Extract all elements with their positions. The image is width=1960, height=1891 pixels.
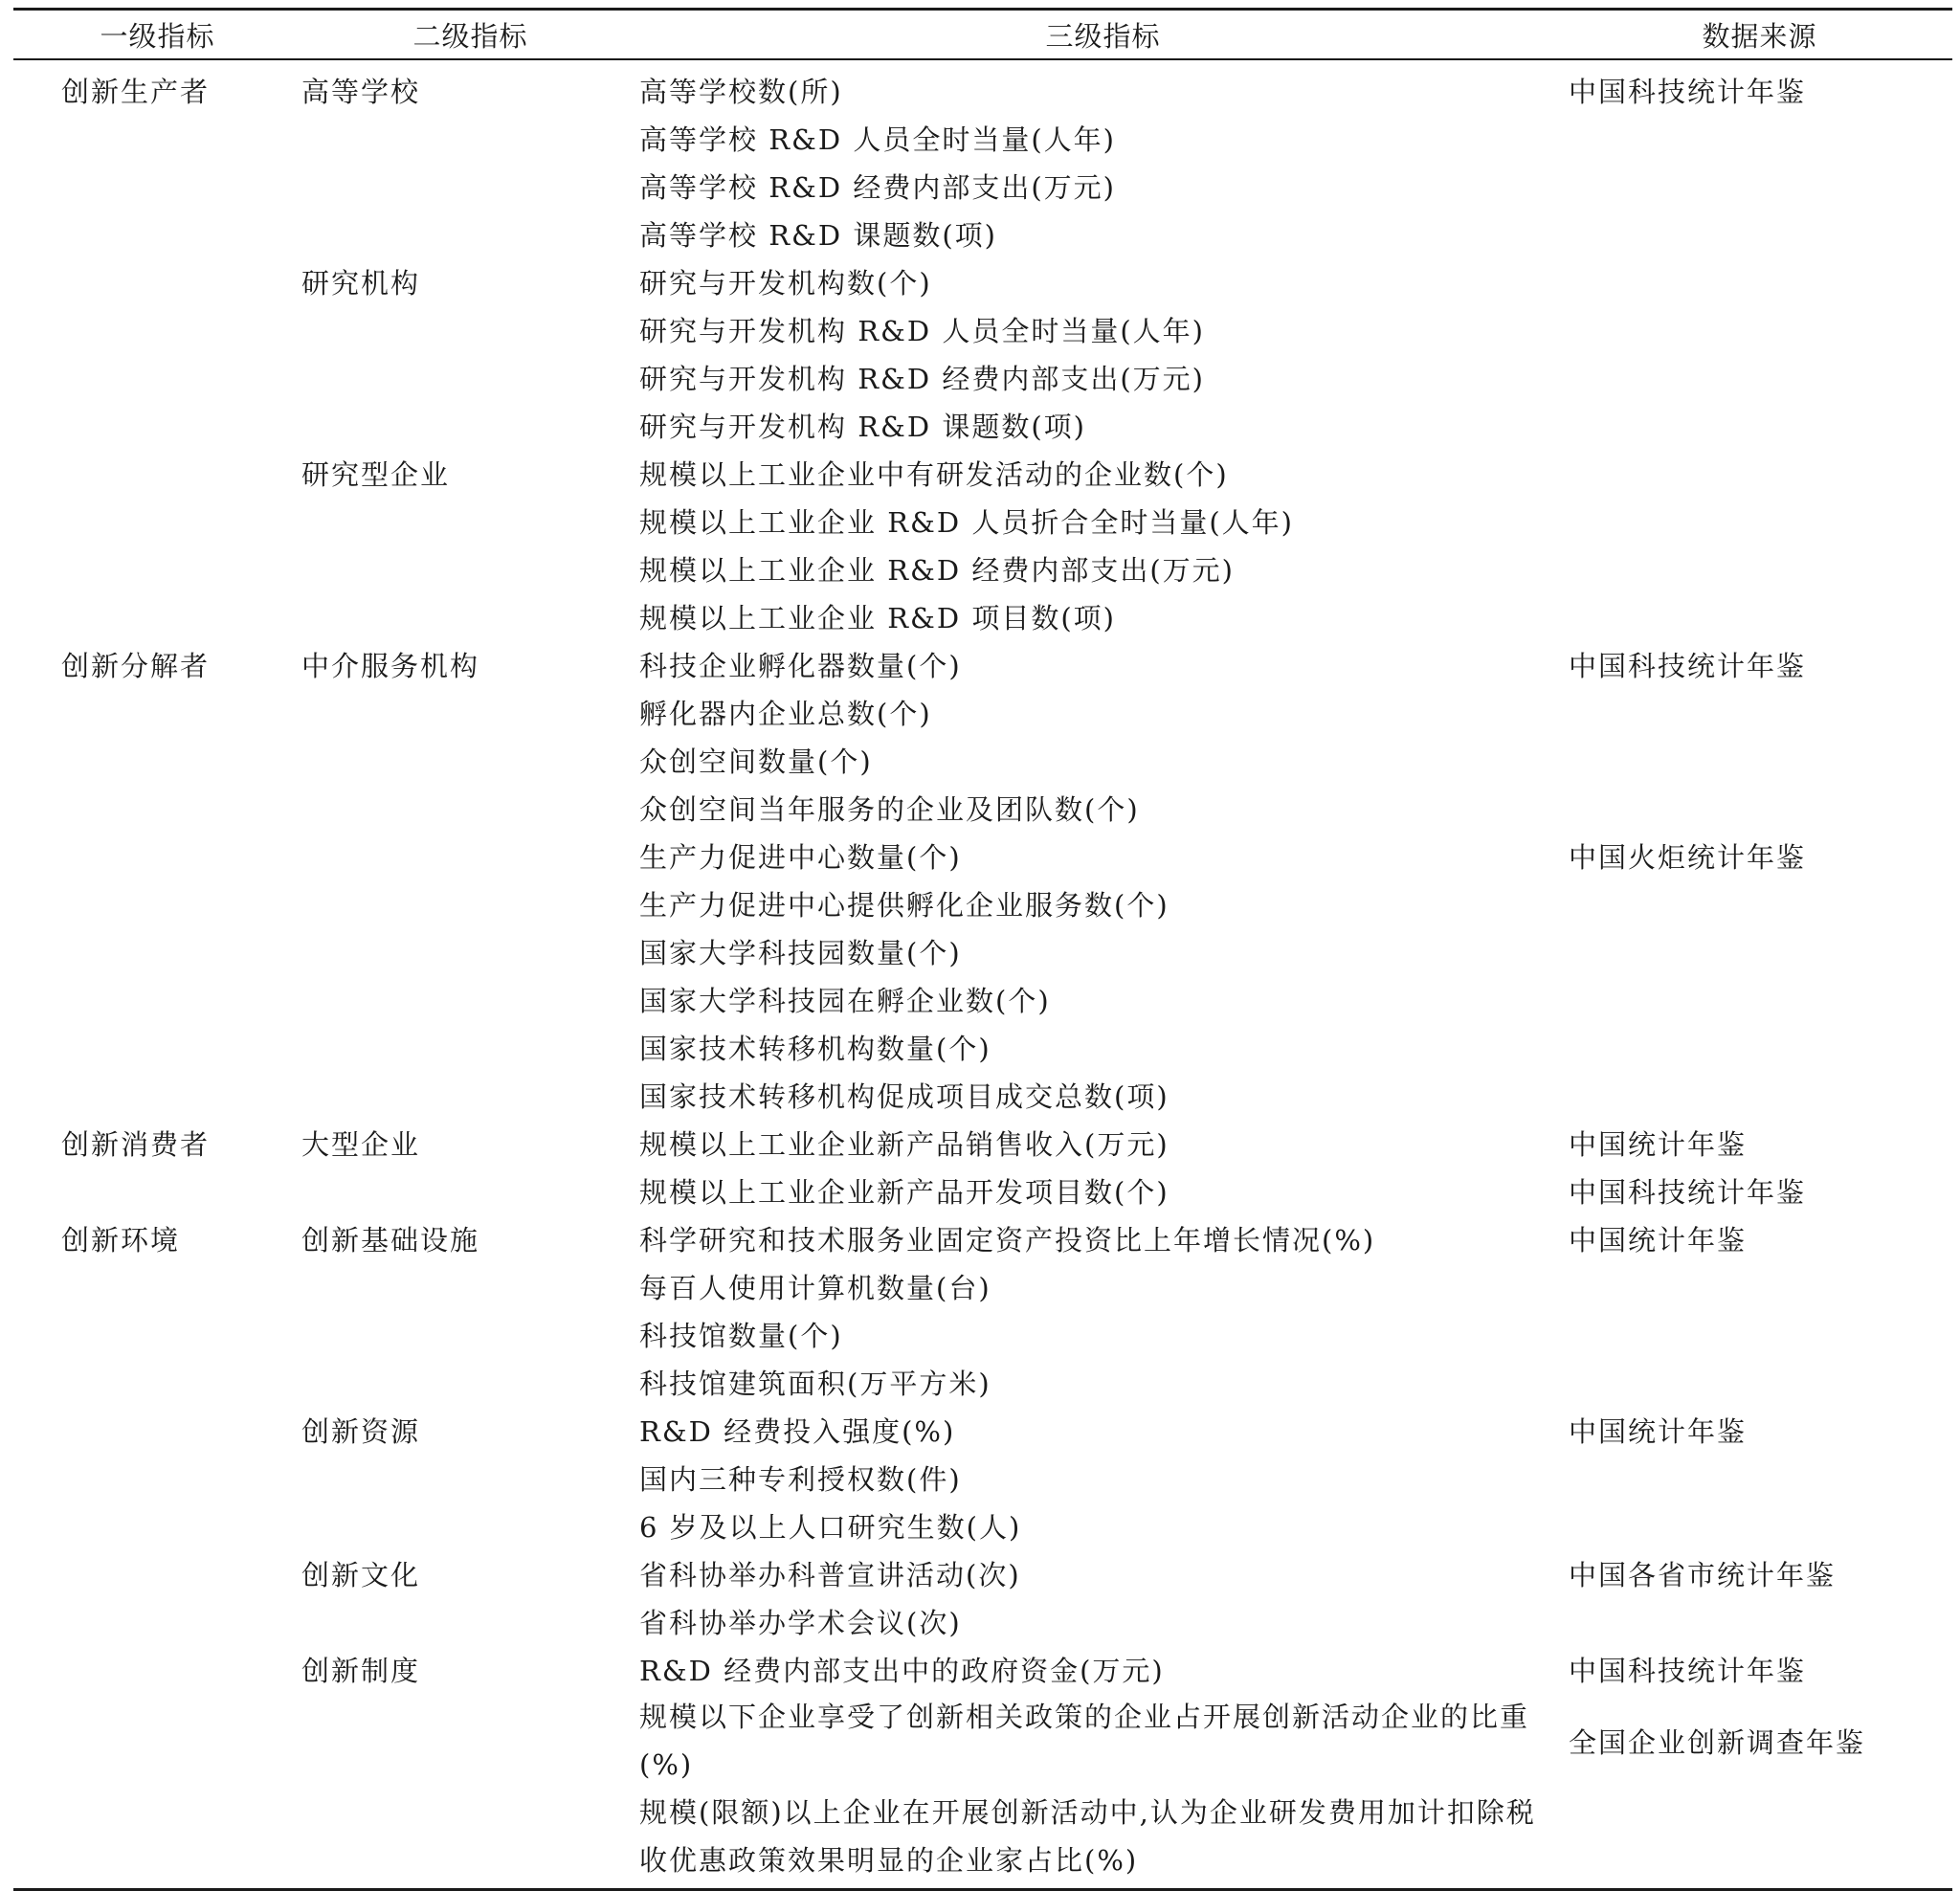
table-row <box>13 1358 1952 1406</box>
source-cell: 中国统计年鉴 <box>1569 1127 1748 1161</box>
source-cell <box>1567 975 1952 1023</box>
table-row <box>13 353 1952 401</box>
level2-cell <box>301 1071 639 1119</box>
level2-cell <box>301 975 639 1023</box>
source-cell: 中国科技统计年鉴 <box>1569 649 1807 682</box>
source-cell <box>1567 210 1952 257</box>
level1-cell <box>13 1023 301 1071</box>
table-row <box>13 1167 1952 1214</box>
table-row <box>13 1071 1952 1119</box>
level1-cell <box>13 1693 301 1789</box>
level2-cell <box>301 1789 639 1884</box>
source-cell <box>1567 1597 1952 1645</box>
table-row <box>13 1310 1952 1358</box>
level2-cell <box>301 401 639 449</box>
level1-cell <box>13 257 301 305</box>
source-cell <box>1567 1454 1952 1502</box>
level3-cell: 规模以上工业企业新产品销售收入(万元) <box>639 1127 1169 1161</box>
level1-cell <box>13 1789 301 1884</box>
level3-cell: 规模以上工业企业 R&D 经费内部支出(万元) <box>639 553 1235 587</box>
source-cell <box>1567 257 1952 305</box>
header-level2: 二级指标 <box>412 19 528 53</box>
source-cell <box>1567 592 1952 640</box>
level3-cell: 科技企业孵化器数量(个) <box>639 649 962 682</box>
level1-cell <box>13 1502 301 1549</box>
indicator-table-body <box>13 60 1952 1884</box>
level3-cell: 研究与开发机构 R&D 课题数(项) <box>639 410 1086 443</box>
level3-cell: 孵化器内企业总数(个) <box>639 697 932 730</box>
level2-cell <box>301 736 639 784</box>
indicator-table-container <box>13 8 1952 1891</box>
level1-cell <box>13 1310 301 1358</box>
level3-cell: 国家大学科技园数量(个) <box>639 936 962 969</box>
header-level3: 三级指标 <box>1045 19 1161 53</box>
header-source: 数据来源 <box>1702 19 1817 53</box>
table-row <box>13 257 1952 305</box>
source-cell <box>1567 449 1952 497</box>
header-level1: 一级指标 <box>100 19 215 53</box>
level2-cell <box>301 1310 639 1358</box>
source-cell: 中国统计年鉴 <box>1569 1223 1748 1257</box>
table-row <box>13 879 1952 927</box>
source-cell: 中国科技统计年鉴 <box>1569 75 1807 108</box>
source-cell: 全国企业创新调查年鉴 <box>1569 1725 1866 1759</box>
level1-cell: 创新消费者 <box>61 1127 211 1161</box>
level2-cell <box>301 1167 639 1214</box>
level1-cell <box>13 1549 301 1597</box>
source-cell <box>1567 879 1952 927</box>
level3-cell: 高等学校 R&D 课题数(项) <box>639 218 997 252</box>
level2-cell: 研究机构 <box>301 266 421 300</box>
level3-cell: 众创空间数量(个) <box>639 745 873 778</box>
table-row <box>13 1023 1952 1071</box>
level1-cell <box>13 401 301 449</box>
level2-cell <box>301 162 639 210</box>
level3-cell: R&D 经费内部支出中的政府资金(万元) <box>639 1654 1165 1687</box>
level1-cell <box>13 114 301 162</box>
level2-cell <box>301 1023 639 1071</box>
level1-cell <box>13 975 301 1023</box>
table-row <box>13 162 1952 210</box>
level3-cell: 国家技术转移机构数量(个) <box>639 1032 991 1065</box>
level3-cell: 规模以上工业企业新产品开发项目数(个) <box>639 1175 1169 1209</box>
level1-cell <box>13 688 301 736</box>
level2-cell: 创新基础设施 <box>301 1223 480 1257</box>
table-row <box>13 1454 1952 1502</box>
level2-cell <box>301 497 639 545</box>
source-cell <box>1567 1071 1952 1119</box>
source-cell <box>1567 114 1952 162</box>
source-cell <box>1567 545 1952 592</box>
level2-cell <box>301 1693 639 1789</box>
level2-cell: 大型企业 <box>301 1127 421 1161</box>
source-cell <box>1567 927 1952 975</box>
level2-cell <box>301 1454 639 1502</box>
level3-cell: 高等学校数(所) <box>639 75 843 108</box>
level1-cell <box>13 1645 301 1693</box>
level3-cell: 省科协举办学术会议(次) <box>639 1606 962 1639</box>
level2-cell: 高等学校 <box>301 75 421 108</box>
level3-cell: 科技馆数量(个) <box>639 1319 843 1352</box>
level1-cell: 创新生产者 <box>61 75 211 108</box>
level1-cell <box>13 1262 301 1310</box>
level2-cell <box>301 927 639 975</box>
table-body <box>13 60 1952 1884</box>
table-row <box>13 497 1952 545</box>
source-cell <box>1567 1310 1952 1358</box>
level2-cell <box>301 1262 639 1310</box>
table-row <box>13 832 1952 879</box>
level3-cell: R&D 经费投入强度(%) <box>639 1414 956 1448</box>
level3-cell: 研究与开发机构 R&D 经费内部支出(万元) <box>639 362 1205 395</box>
level2-cell <box>301 832 639 879</box>
level1-cell <box>13 497 301 545</box>
level2-cell <box>301 1597 639 1645</box>
level2-cell <box>301 688 639 736</box>
level1-cell: 创新分解者 <box>61 649 211 682</box>
level2-cell <box>301 353 639 401</box>
level1-cell <box>13 1597 301 1645</box>
level2-cell <box>301 545 639 592</box>
source-cell <box>1567 1502 1952 1549</box>
level3-cell: 国家大学科技园在孵企业数(个) <box>639 984 1051 1017</box>
level1-cell <box>13 449 301 497</box>
level3-cell: 高等学校 R&D 经费内部支出(万元) <box>639 170 1116 204</box>
level1-cell <box>13 879 301 927</box>
level3-cell: 国家技术转移机构促成项目成交总数(项) <box>639 1079 1169 1113</box>
level1-cell <box>13 1071 301 1119</box>
level1-cell <box>13 736 301 784</box>
level1-cell <box>13 927 301 975</box>
table-row <box>13 545 1952 592</box>
table-row <box>13 1693 1952 1789</box>
level1-cell <box>13 1358 301 1406</box>
level1-cell <box>13 353 301 401</box>
level2-cell <box>301 784 639 832</box>
level1-cell: 创新环境 <box>61 1223 181 1257</box>
source-cell <box>1567 353 1952 401</box>
level3-cell: 科技馆建筑面积(万平方米) <box>639 1367 991 1400</box>
table-row <box>13 1502 1952 1549</box>
level1-cell <box>13 832 301 879</box>
level1-cell <box>13 1167 301 1214</box>
source-cell <box>1567 162 1952 210</box>
level2-cell <box>301 879 639 927</box>
table-row <box>13 975 1952 1023</box>
level2-cell: 创新文化 <box>301 1558 421 1591</box>
source-cell <box>1567 1358 1952 1406</box>
source-cell <box>1567 1023 1952 1071</box>
source-cell <box>1567 1262 1952 1310</box>
source-cell <box>1567 784 1952 832</box>
table-row <box>13 1549 1952 1597</box>
level3-cell: 国内三种专利授权数(件) <box>639 1462 962 1496</box>
level3-cell: 规模以上工业企业中有研发活动的企业数(个) <box>639 457 1229 491</box>
source-cell <box>1567 497 1952 545</box>
level1-cell <box>13 210 301 257</box>
table-header <box>13 11 1952 58</box>
table-row <box>13 1597 1952 1645</box>
level3-cell: 省科协举办科普宣讲活动(次) <box>639 1558 1021 1591</box>
level2-cell <box>301 1502 639 1549</box>
level1-cell <box>13 1406 301 1454</box>
level2-cell <box>301 114 639 162</box>
level2-cell: 创新制度 <box>301 1654 421 1687</box>
source-cell: 中国科技统计年鉴 <box>1569 1654 1807 1687</box>
table-row <box>13 1789 1952 1884</box>
table-row <box>13 640 1952 688</box>
table-row <box>13 449 1952 497</box>
source-cell: 中国火炬统计年鉴 <box>1569 840 1807 874</box>
level1-cell <box>13 545 301 592</box>
level2-cell <box>301 305 639 353</box>
level2-cell: 中介服务机构 <box>301 649 480 682</box>
level3-cell: 每百人使用计算机数量(台) <box>639 1271 991 1304</box>
level3-cell: 生产力促进中心数量(个) <box>639 840 962 874</box>
table-row <box>13 927 1952 975</box>
level3-cell: 规模以上工业企业 R&D 项目数(项) <box>639 601 1116 634</box>
table-row <box>13 1214 1952 1262</box>
source-cell <box>1567 401 1952 449</box>
table-row <box>13 688 1952 736</box>
level3-cell: 研究与开发机构 R&D 人员全时当量(人年) <box>639 314 1205 347</box>
level3-cell: 6 岁及以上人口研究生数(人) <box>639 1510 1022 1544</box>
source-cell <box>1567 736 1952 784</box>
table-row <box>13 114 1952 162</box>
level2-cell: 研究型企业 <box>301 457 451 491</box>
table-row <box>13 210 1952 257</box>
level1-cell <box>13 305 301 353</box>
table-row <box>13 305 1952 353</box>
table-row <box>13 592 1952 640</box>
level1-cell <box>13 1454 301 1502</box>
level3-cell: 生产力促进中心提供孵化企业服务数(个) <box>639 888 1169 922</box>
level2-cell <box>301 210 639 257</box>
level3-cell: 众创空间当年服务的企业及团队数(个) <box>639 792 1140 826</box>
level3-cell: 科学研究和技术服务业固定资产投资比上年增长情况(%) <box>639 1223 1376 1257</box>
table-row <box>13 60 1952 114</box>
source-cell <box>1567 688 1952 736</box>
source-cell: 中国统计年鉴 <box>1569 1414 1748 1448</box>
level3-cell: 研究与开发机构数(个) <box>639 266 932 300</box>
level1-cell <box>13 162 301 210</box>
table-row <box>13 784 1952 832</box>
level3-cell: 高等学校 R&D 人员全时当量(人年) <box>639 122 1116 156</box>
source-cell <box>1567 305 1952 353</box>
table-row <box>13 1119 1952 1167</box>
indicator-table <box>13 11 1952 58</box>
level2-cell <box>301 592 639 640</box>
source-cell: 中国科技统计年鉴 <box>1569 1175 1807 1209</box>
level2-cell: 创新资源 <box>301 1414 421 1448</box>
source-cell: 中国各省市统计年鉴 <box>1569 1558 1837 1591</box>
source-cell <box>1567 1789 1952 1884</box>
level1-cell <box>13 592 301 640</box>
level3-cell: 规模以下企业享受了创新相关政策的企业占开展创新活动企业的比重(%) <box>639 1701 1530 1781</box>
level3-cell: 规模(限额)以上企业在开展创新活动中,认为企业研发费用加计扣除税收优惠政策效果明显的企业家占比(%) <box>639 1796 1536 1877</box>
table-row <box>13 1262 1952 1310</box>
table-row <box>13 401 1952 449</box>
level1-cell <box>13 784 301 832</box>
level3-cell: 规模以上工业企业 R&D 人员折合全时当量(人年) <box>639 505 1294 539</box>
table-row <box>13 1645 1952 1693</box>
table-row <box>13 736 1952 784</box>
level2-cell <box>301 1358 639 1406</box>
table-row <box>13 1406 1952 1454</box>
